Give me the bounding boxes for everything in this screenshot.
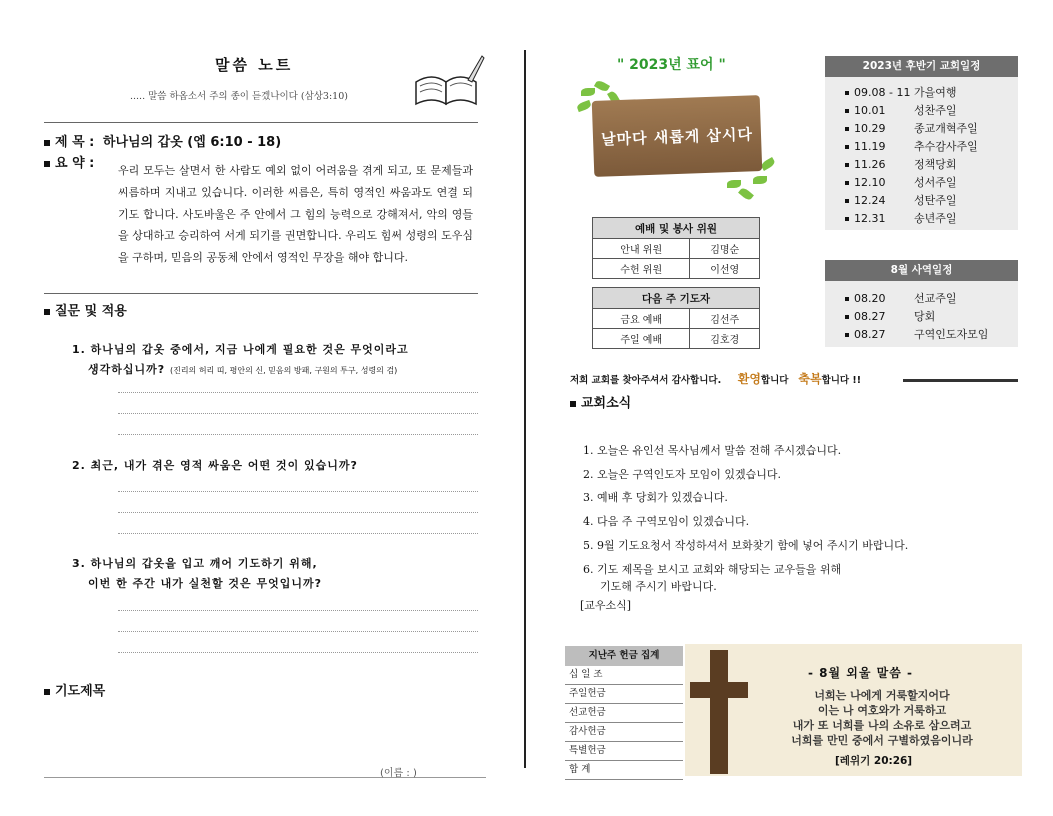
schedule-event: 정책당회: [914, 158, 957, 171]
blessing-word: 축복: [798, 372, 822, 386]
answer-line[interactable]: [118, 533, 478, 534]
answer-line[interactable]: [118, 512, 478, 513]
bullet-square-icon: [845, 333, 849, 337]
table-cell: 김선주: [690, 309, 760, 329]
news-item: 3. 예배 후 당회가 있겠습니다.: [583, 491, 728, 504]
news-label: 교회소식: [581, 396, 632, 411]
table-cell: 수헌 위원: [593, 259, 690, 279]
subject-label: 제 목 :: [55, 135, 95, 150]
schedule-event: 성탄주일: [914, 194, 957, 207]
schedule-item: [845, 326, 988, 342]
questions-label: 질문 및 적용: [55, 304, 127, 319]
offering-row: 합 계: [565, 761, 683, 780]
note-title: 말씀 노트: [215, 56, 294, 74]
schedule-item: [845, 102, 957, 118]
welcome-message: [570, 370, 861, 387]
offering-row: 주일헌금: [565, 685, 683, 704]
bullet-square-icon: [845, 109, 849, 113]
welcome-rule: [903, 379, 1018, 382]
memory-title: - 8월 외울 말씀 -: [808, 666, 913, 680]
subject-row: [44, 131, 281, 150]
service-table-header: 예배 및 봉사 위원: [593, 218, 760, 239]
answer-line[interactable]: [118, 434, 478, 435]
news-footer: [교우소식]: [580, 599, 632, 612]
schedule-event: 당회: [914, 310, 936, 323]
schedule-date: 12.10: [854, 176, 886, 189]
cross-icon: [710, 650, 728, 774]
summary-label: 요 약 :: [55, 156, 95, 171]
answer-line[interactable]: [118, 392, 478, 393]
welcome-prefix: 저희 교회를 찾아주셔서 감사합니다.: [570, 375, 722, 386]
schedule-item: [845, 120, 978, 136]
memory-reference: [레위기 20:26]: [835, 755, 913, 767]
open-book-icon: [408, 52, 486, 110]
page-divider: [524, 50, 526, 768]
schedule-event: 선교주일: [914, 292, 957, 305]
bullet-square-icon: [845, 127, 849, 131]
schedule-date: 08.27: [854, 310, 886, 323]
news-item: 4. 다음 주 구역모임이 있겠습니다.: [583, 515, 750, 528]
bullet-square-icon: [44, 309, 50, 315]
memory-line: 이는 나 여호와가 거룩하고: [817, 704, 947, 717]
divider-bottom: [44, 777, 486, 778]
schedule-event: 종교개혁주일: [914, 122, 978, 135]
news-item: 기도해 주시기 바랍니다.: [600, 580, 717, 593]
table-cell: 김명순: [690, 239, 760, 259]
schedule-item: [845, 192, 957, 208]
answer-line[interactable]: [118, 652, 478, 653]
note-verse: ..... 말씀 하옵소서 주의 종이 듣겠나이다 (삼상3:10): [130, 91, 348, 102]
motto-text: 날마다 새롭게 삽시다: [592, 95, 763, 177]
question-1: [72, 340, 409, 381]
table-cell: 김호경: [690, 329, 760, 349]
offering-row: 감사헌금: [565, 723, 683, 742]
prayer-row: [44, 680, 105, 699]
schedule-item: [845, 156, 957, 172]
bullet-square-icon: [845, 217, 849, 221]
service-table: [592, 217, 760, 279]
bullet-square-icon: [570, 401, 576, 407]
bullet-square-icon: [845, 315, 849, 319]
news-item: 1. 오늘은 유인선 목사님께서 말씀 전해 주시겠습니다.: [583, 444, 842, 457]
memory-line: 내가 또 너희를 나의 소유로 삼으려고: [792, 719, 972, 732]
answer-line[interactable]: [118, 631, 478, 632]
schedule-item: [845, 290, 957, 306]
news-row: [570, 392, 631, 411]
subject-text: 하나님의 갑옷 (엡 6:10 - 18): [102, 135, 282, 150]
prayer-table-header: 다음 주 기도자: [593, 288, 760, 309]
answer-line[interactable]: [118, 610, 478, 611]
questions-row: [44, 300, 127, 319]
news-item: 5. 9월 기도요청서 작성하셔서 보화찾기 함에 넣어 주시기 바랍니다.: [583, 539, 909, 552]
bullet-square-icon: [845, 163, 849, 167]
memory-line: 너희는 나에게 거룩할지어다: [814, 689, 950, 702]
schedule-aug-header: 8월 사역일정: [825, 260, 1018, 281]
question-2: 2. 최근, 내가 겪은 영적 싸움은 어떤 것이 있습니까?: [72, 459, 358, 472]
bullet-square-icon: [845, 145, 849, 149]
schedule-item: [845, 84, 957, 100]
prayer-label: 기도제목: [55, 684, 106, 699]
question-3-line2: 이번 한 주간 내가 실천할 것은 무엇입니까?: [88, 577, 322, 590]
schedule-date: 11.26: [854, 158, 886, 171]
welcome-word: 환영: [737, 372, 761, 386]
schedule-item: [845, 174, 957, 190]
bullet-square-icon: [44, 161, 50, 167]
schedule-date: 08.20: [854, 292, 886, 305]
name-field[interactable]: (이름 : ): [380, 768, 417, 779]
offering-header: 지난주 헌금 집계: [565, 646, 683, 666]
offering-row: 특별헌금: [565, 742, 683, 761]
schedule-h2-header: 2023년 후반기 교회일정: [825, 56, 1018, 77]
prayer-leader-table: [592, 287, 760, 349]
offering-row: 십 일 조: [565, 666, 683, 685]
answer-line[interactable]: [118, 491, 478, 492]
motto-heading: " 2023년 표어 ": [617, 57, 726, 73]
schedule-event: 추수감사주일: [914, 140, 978, 153]
memory-text: [772, 688, 992, 748]
question-3: [72, 554, 322, 594]
news-item: 2. 오늘은 구역인도자 모임이 있겠습니다.: [583, 468, 781, 481]
question-1-line1: 1. 하나님의 갑옷 중에서, 지금 나에게 필요한 것은 무엇이라고: [72, 343, 409, 356]
summary-text: 우리 모두는 살면서 한 사람도 예외 없이 어려움을 겪게 되고, 또 문제들과 씨름하며 지내고 있습니다. 이러한 씨름은, 특히 영적인 싸움과도 연결 되기도 합니다. 사도바울은 주 안에서 그 힘의 능력으로 강해져서, 악의 영들을 상대하고 승리하여 서게 되기를 권면합니다. 우리도 힘써 성령의 도우심을 구하며, 믿음의 공동체 안에서 영적인 무장을 해야 합니다.: [118, 164, 473, 265]
bullet-square-icon: [845, 181, 849, 185]
welcome-suffix: 합니다 !!: [821, 375, 862, 386]
schedule-item: [845, 308, 935, 324]
question-1-hint: (진리의 허리 띠, 평안의 신, 믿음의 방패, 구원의 투구, 성령의 검): [169, 366, 398, 375]
schedule-date: 08.27: [854, 328, 886, 341]
divider-mid: [44, 293, 478, 294]
schedule-event: 성서주일: [914, 176, 957, 189]
schedule-event: 성찬주일: [914, 104, 957, 117]
memory-line: 너희를 만민 중에서 구별하였음이니라: [791, 734, 973, 747]
offering-row: 선교헌금: [565, 704, 683, 723]
schedule-date: 12.31: [854, 212, 886, 225]
divider-top: [44, 122, 478, 123]
bullet-square-icon: [845, 297, 849, 301]
schedule-event: 송년주일: [914, 212, 957, 225]
table-cell: 금요 예배: [593, 309, 690, 329]
news-item: 6. 기도 제목을 보시고 교회와 해당되는 교우들을 위해: [583, 563, 842, 576]
welcome-mid: 합니다: [760, 375, 789, 386]
schedule-item: [845, 138, 978, 154]
schedule-date: 10.29: [854, 122, 886, 135]
table-cell: 안내 위원: [593, 239, 690, 259]
schedule-event: 구역인도자모임: [914, 328, 989, 341]
schedule-date: 11.19: [854, 140, 886, 153]
table-cell: 주일 예배: [593, 329, 690, 349]
question-3-line1: 3. 하나님의 갑옷을 입고 깨어 기도하기 위해,: [72, 557, 318, 570]
bullet-square-icon: [845, 199, 849, 203]
bullet-square-icon: [845, 91, 849, 95]
answer-line[interactable]: [118, 413, 478, 414]
summary-label-row: [44, 152, 94, 171]
question-1-line2: 생각하십니까?: [88, 363, 166, 376]
cross-icon-bar: [690, 682, 748, 698]
schedule-date: 12.24: [854, 194, 886, 207]
offering-panel: [565, 646, 683, 774]
table-cell: 이선영: [690, 259, 760, 279]
bullet-square-icon: [44, 140, 50, 146]
bullet-square-icon: [44, 689, 50, 695]
schedule-date: 09.08 - 11: [854, 86, 911, 99]
schedule-item: [845, 210, 957, 226]
schedule-date: 10.01: [854, 104, 886, 117]
schedule-event: 가을여행: [914, 86, 957, 99]
